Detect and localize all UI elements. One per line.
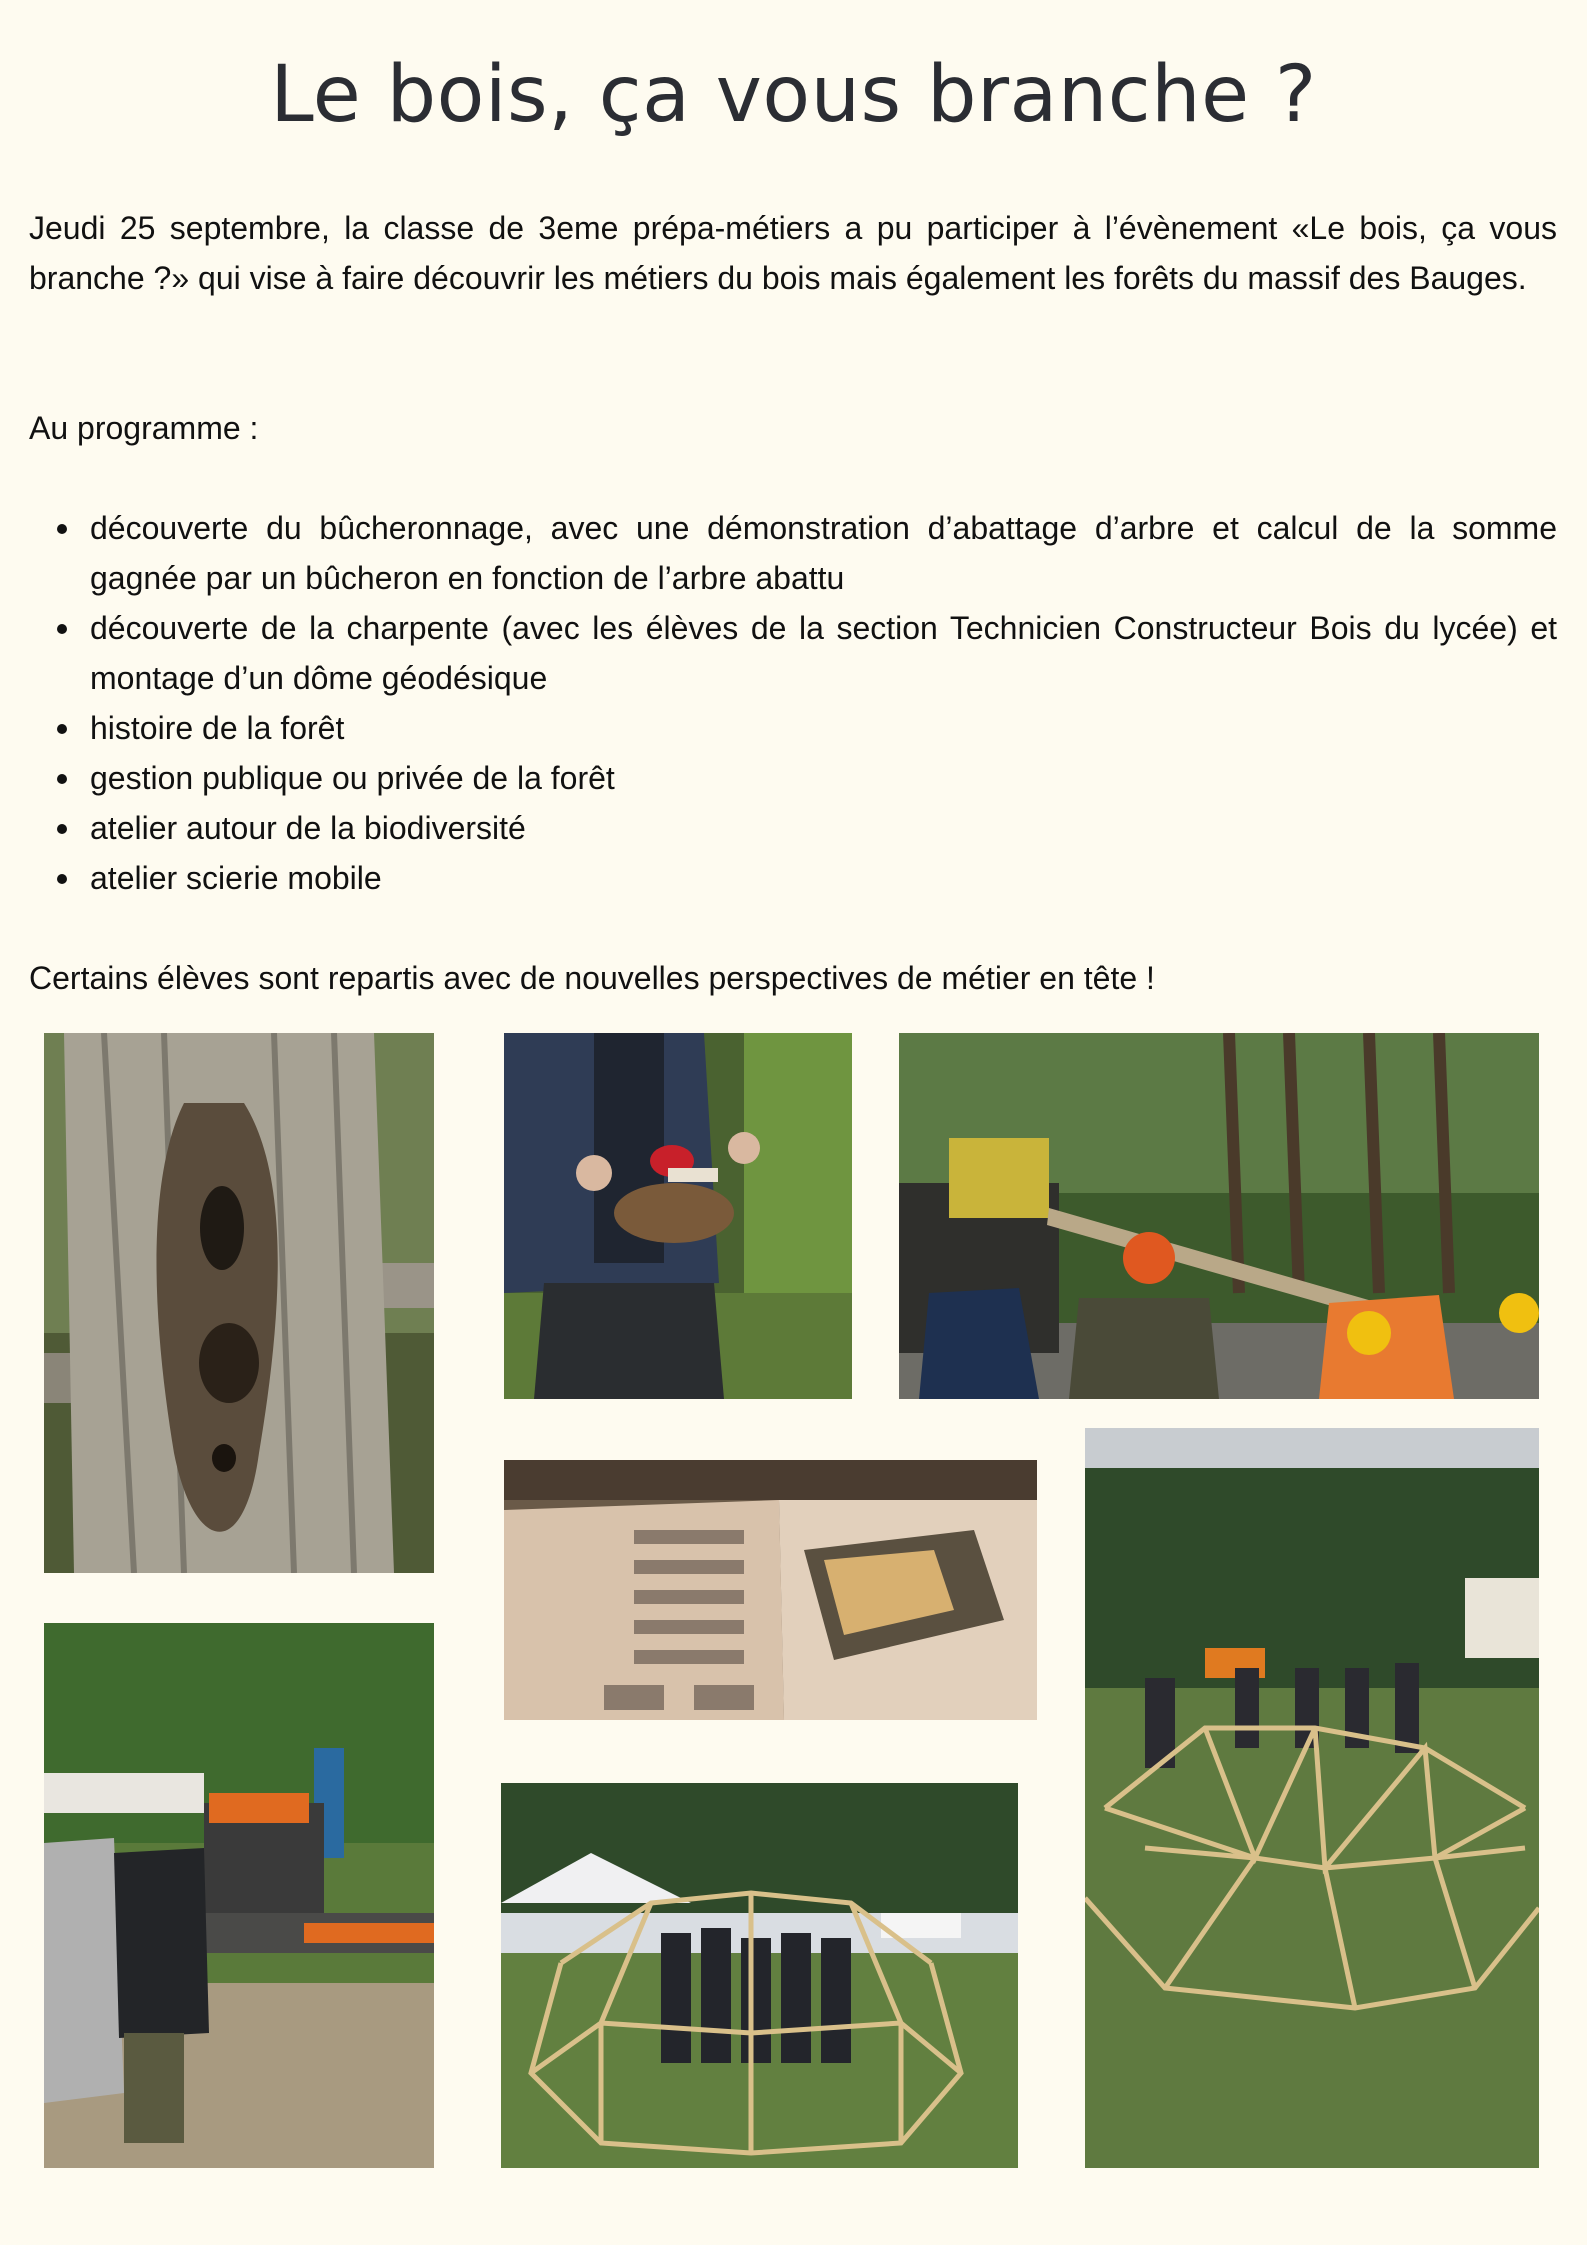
photo-mushroom	[504, 1033, 852, 1399]
photo-geodesic-dome-ground	[1085, 1428, 1539, 2168]
photo-students-dome	[501, 1783, 1018, 2168]
programme-item: gestion publique ou privée de la forêt	[90, 753, 1557, 803]
programme-item: histoire de la forêt	[90, 703, 1557, 753]
programme-list	[29, 503, 1557, 903]
programme-heading: Au programme :	[29, 410, 259, 446]
programme-item: atelier autour de la biodiversité	[90, 803, 1557, 853]
photo-sketchbook	[504, 1460, 1037, 1720]
intro-paragraph: Jeudi 25 septembre, la classe de 3eme prépa-métiers a pu participer à l’évènement «Le bois, ça vous branche ?» qui vise à faire découvrir les métiers du bois mais également les forêts du massif des Bauges.	[29, 210, 1557, 296]
programme-item: découverte de la charpente (avec les élèves de la section Technicien Constructeur Bois du lycée) et montage d’un dôme géodésique	[90, 603, 1557, 703]
page-title: Le bois, ça vous branche ?	[270, 50, 1317, 140]
programme-item: découverte du bûcheronnage, avec une démonstration d’abattage d’arbre et calcul de la somme gagnée par un bûcheron en fonction de l’arbre abattu	[90, 503, 1557, 603]
photo-tree-trunk	[44, 1033, 434, 1573]
conclusion-paragraph: Certains élèves sont repartis avec de nouvelles perspectives de métier en tête !	[29, 960, 1155, 996]
photo-mobile-sawmill	[44, 1623, 434, 2168]
photo-logging-machine	[899, 1033, 1539, 1399]
programme-item: atelier scierie mobile	[90, 853, 1557, 903]
